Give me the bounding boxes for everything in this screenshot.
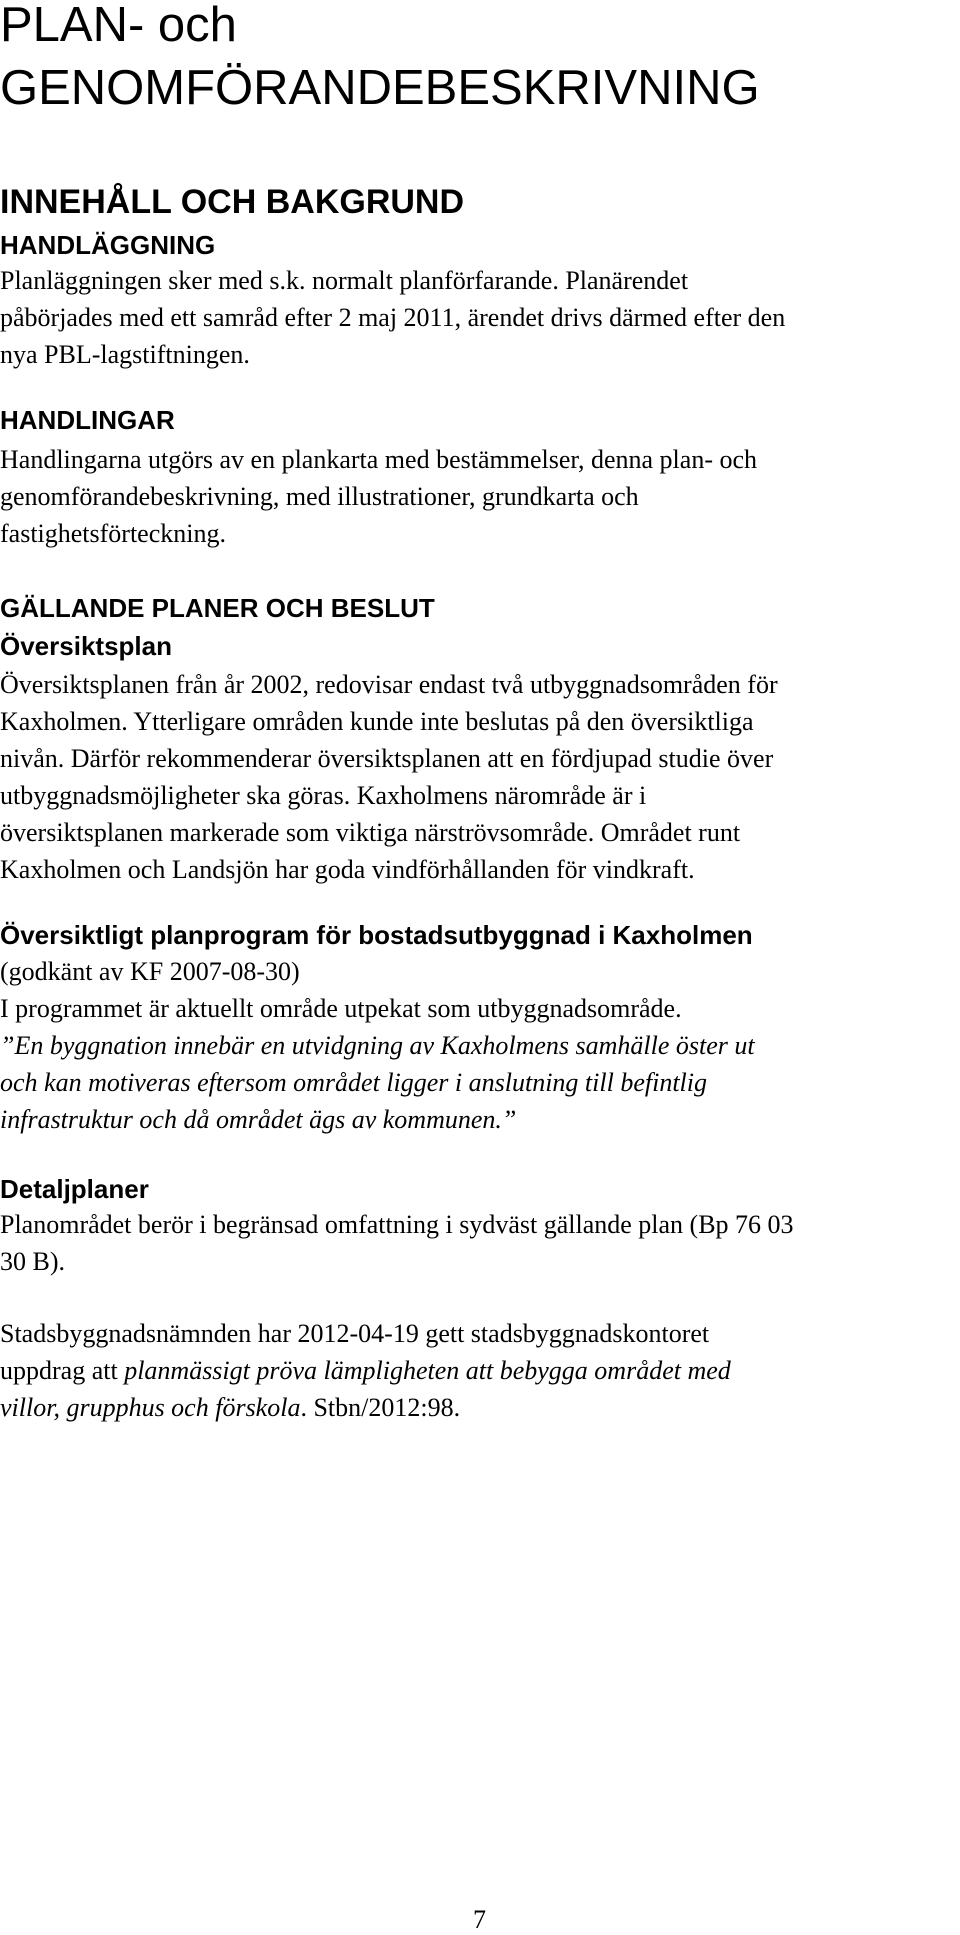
heading-handlingar: HANDLINGAR <box>0 405 175 435</box>
text-line: Handlingarna utgörs av en plankarta med bestämmelser, denna plan- och <box>0 445 758 474</box>
paragraph-stadsbyggnad <box>0 1315 960 1426</box>
quote-line: infrastruktur och då området ägs av kommunen.” <box>0 1105 517 1134</box>
document-title-line-1: PLAN- och <box>0 0 237 52</box>
paragraph-planprogram <box>0 953 960 1138</box>
text-line: Översiktsplanen från år 2002, redovisar endast två utbyggnadsområden för <box>0 670 778 699</box>
subheading-oversiktsplan: Översiktsplan <box>0 631 172 661</box>
italic-segment: planmässigt pröva lämpligheten att bebygga området med <box>124 1356 731 1385</box>
quote-line: och kan motiveras eftersom området ligger i anslutning till befintlig <box>0 1068 707 1097</box>
paragraph-handlingar <box>0 441 960 552</box>
text-line: (godkänt av KF 2007-08-30) <box>0 957 300 986</box>
text-segment: uppdrag att <box>0 1356 125 1385</box>
text-line: fastighetsförteckning. <box>0 519 226 548</box>
heading-handlaggning: HANDLÄGGNING <box>0 230 216 260</box>
text-line <box>0 1389 960 1426</box>
paragraph-handlaggning <box>0 262 960 373</box>
page-number: 7 <box>473 1905 486 1934</box>
text-line: nya PBL-lagstiftningen. <box>0 340 250 369</box>
document-title <box>0 0 960 120</box>
text-line: I programmet är aktuellt område utpekat som utbyggnadsområde. <box>0 994 682 1023</box>
paragraph-detaljplaner <box>0 1206 960 1280</box>
heading-gallande-planer: GÄLLANDE PLANER OCH BESLUT <box>0 593 435 623</box>
text-line: 30 B). <box>0 1247 65 1276</box>
section-heading-innehall: INNEHÅLL OCH BAKGRUND <box>0 183 465 221</box>
quote-line: ”En byggnation innebär en utvidgning av Kaxholmens samhälle öster ut <box>0 1031 755 1060</box>
text-line: Planområdet berör i begränsad omfattning i sydväst gällande plan (Bp 76 03 <box>0 1210 794 1239</box>
text-line <box>0 1352 960 1389</box>
heading-planprogram: Översiktligt planprogram för bostadsutbyggnad i Kaxholmen <box>0 920 753 950</box>
text-segment: . Stbn/2012:98. <box>300 1393 461 1422</box>
text-line: påbörjades med ett samråd efter 2 maj 2011, ärendet drivs därmed efter den <box>0 303 786 332</box>
heading-detaljplaner: Detaljplaner <box>0 1174 149 1204</box>
text-line: genomförandebeskrivning, med illustrationer, grundkarta och <box>0 482 639 511</box>
text-line: Kaxholmen och Landsjön har goda vindförhållanden för vindkraft. <box>0 855 695 884</box>
document-title-line-2: GENOMFÖRANDEBESKRIVNING <box>0 61 760 115</box>
text-line: Stadsbyggnadsnämnden har 2012-04-19 gett stadsbyggnadskontoret <box>0 1319 710 1348</box>
paragraph-oversiktsplan <box>0 666 960 888</box>
text-line: översiktsplanen markerade som viktiga närströvsområde. Området runt <box>0 818 741 847</box>
text-line: Kaxholmen. Ytterligare områden kunde inte beslutas på den översiktliga <box>0 707 754 736</box>
italic-segment: villor, grupphus och förskola <box>0 1393 301 1422</box>
text-line: Planläggningen sker med s.k. normalt planförfarande. Planärendet <box>0 266 689 295</box>
text-line: utbyggnadsmöjligheter ska göras. Kaxholmens närområde är i <box>0 781 647 810</box>
text-line: nivån. Därför rekommenderar översiktsplanen att en fördjupad studie över <box>0 744 774 773</box>
